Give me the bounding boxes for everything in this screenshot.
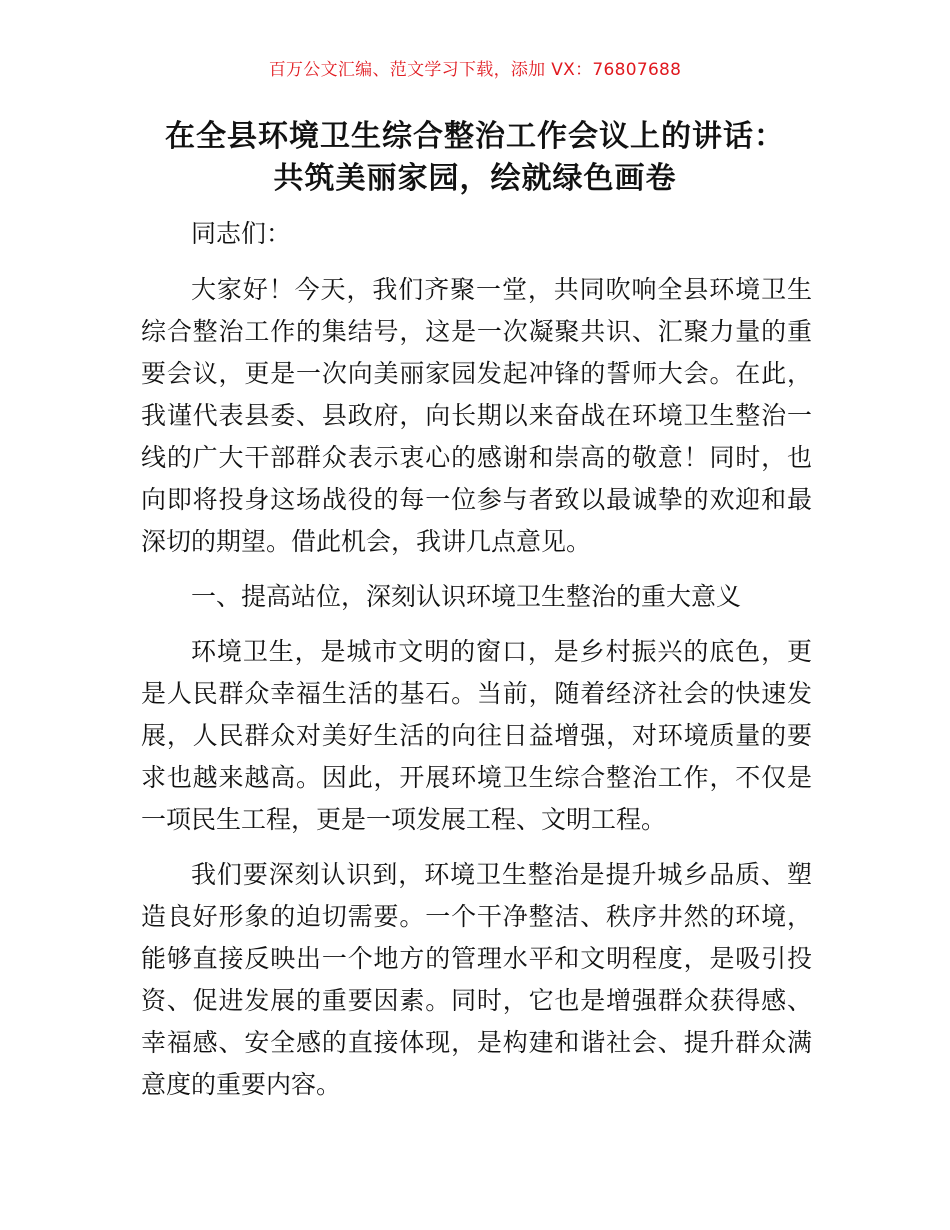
- paragraph-opening: 大家好！今天，我们齐聚一堂，共同吹响全县环境卫生综合整治工作的集结号，这是一次凝聚共识、汇聚力量的重要会议，更是一次向美丽家园发起冲锋的誓师大会。在此，我谨代表县委、县政府，向长期以来奋战在环境卫生整治一线的广大干部群众表示衷心的感谢和崇高的敬意！同时，也向即将投身这场战役的每一位参与者致以最诚挚的欢迎和最深切的期望。借此机会，我讲几点意见。: [141, 275, 812, 556]
- paragraph-significance: 环境卫生，是城市文明的窗口，是乡村振兴的底色，更是人民群众幸福生活的基石。当前，随着经济社会的快速发展，人民群众对美好生活的向往日益增强，对环境质量的要求也越来越高。因此，开展环境卫生综合整治工作，不仅是一项民生工程，更是一项发展工程、文明工程。: [141, 637, 812, 834]
- watermark-header-note: 百万公文汇编、范文学习下载，添加 VX：76807688: [268, 60, 682, 80]
- salutation: 同志们：: [191, 219, 292, 248]
- document-title-line-1: 在全县环境卫生综合整治工作会议上的讲话：: [165, 119, 785, 154]
- section-heading-1: 一、提高站位，深刻认识环境卫生整治的重大意义: [191, 582, 742, 611]
- paragraph-awareness: 我们要深刻认识到，环境卫生整治是提升城乡品质、塑造良好形象的迫切需要。一个干净整洁、秩序井然的环境，能够直接反映出一个地方的管理水平和文明程度，是吸引投资、促进发展的重要因素。同时，它也是增强群众获得感、幸福感、安全感的直接体现，是构建和谐社会、提升群众满意度的重要内容。: [141, 860, 812, 1099]
- document-body: [141, 213, 812, 1119]
- document-title-line-2: 共筑美丽家园，绘就绿色画卷: [273, 161, 677, 196]
- document-title: [100, 116, 850, 200]
